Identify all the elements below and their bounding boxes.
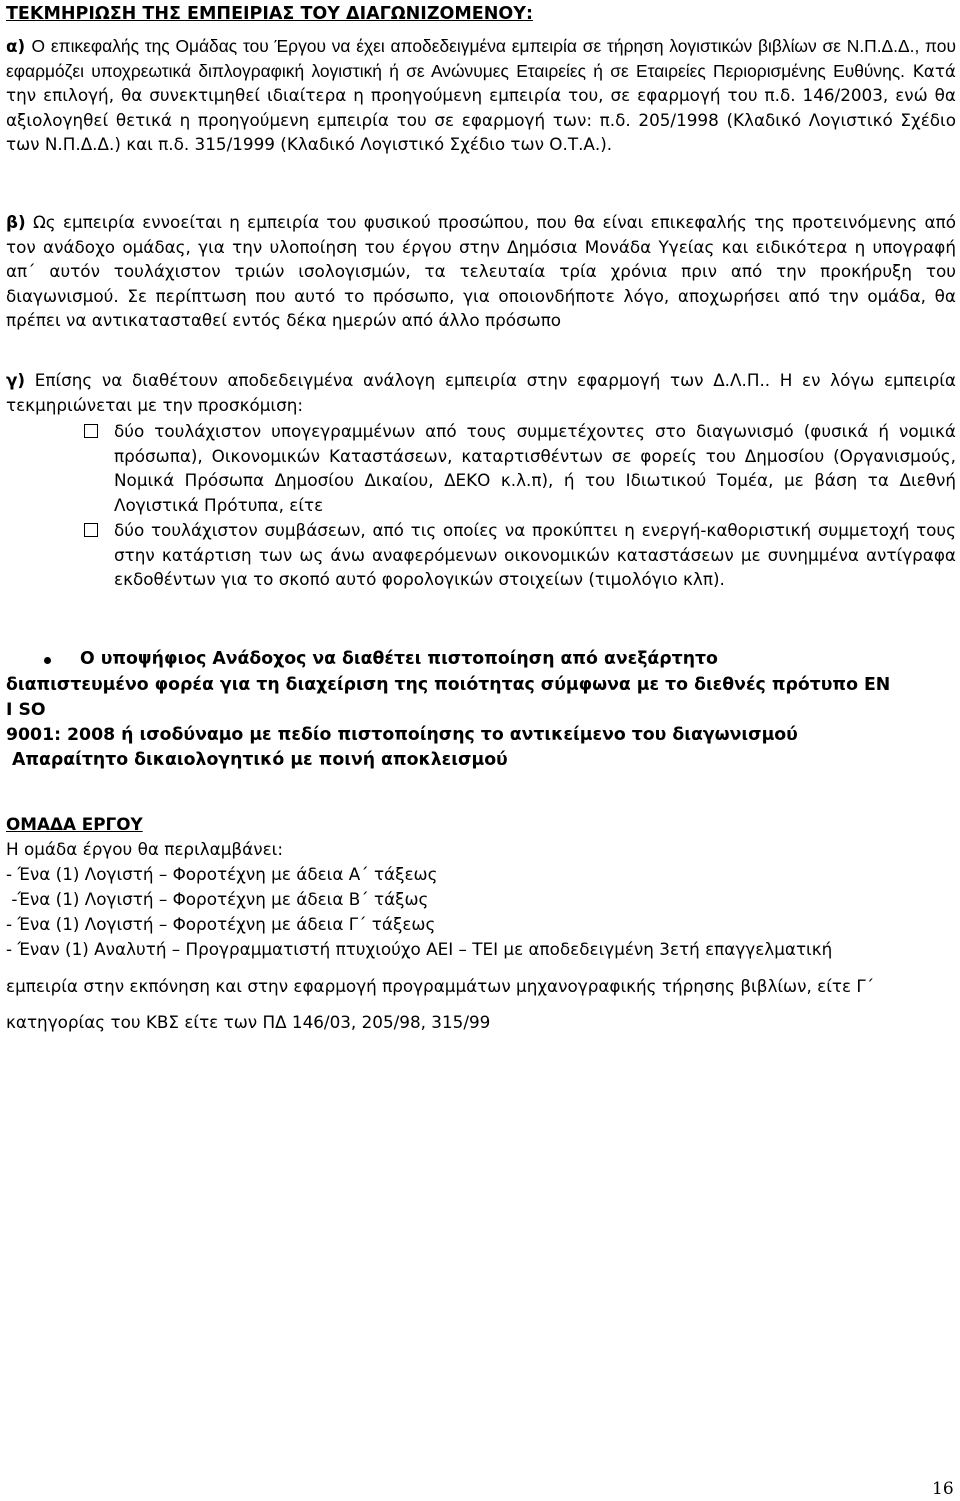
- certification-line-3: I SO: [6, 700, 46, 720]
- paragraph-c-text: Επίσης να διαθέτουν αποδεδειγμένα ανάλογη εμπειρία στην εφαρμογή των Δ.Λ.Π.. Η εν λόγω εμπειρία τεκμηριώνεται με την προσκόμιση:: [6, 370, 956, 415]
- team-member-4: - Έναν (1) Αναλυτή – Προγραμματιστή πτυχιούχο ΑΕΙ – ΤΕΙ με αποδεδειγμένη 3ετή επαγγελματική: [6, 939, 833, 959]
- checklist-item-2: [84, 518, 956, 592]
- team-member-1: - Ένα (1) Λογιστή – Φοροτέχνη με άδεια Α΄ τάξεως: [6, 864, 438, 884]
- certification-requirement: Απαραίτητο δικαιολογητικό με ποινή αποκλεισμού: [12, 750, 508, 770]
- checklist-item-1: [84, 419, 956, 517]
- team-member-3: - Ένα (1) Λογιστή – Φοροτέχνη με άδεια Γ΄ τάξεως: [6, 914, 436, 934]
- paragraph-b-text: Ως εμπειρία εννοείται η εμπειρία του φυσικού προσώπου, που θα είναι επικεφαλής της προτεινόμενης από τον ανάδοχο ομάδας, για την υλοποίηση του έργου στην Δημόσια Μονάδα Υγείας και ειδικότερα η υπογραφή απ΄ αυτόν τουλάχιστον τριών ισολογισμών, τα τελευταία τρία χρόνια πριν από την προκήρυξη του διαγωνισμού. Σε περίπτωση που αυτό το πρόσωπο, για οποιονδήποτε λόγο, αποχωρήσει από την ομάδα, θα πρέπει να αντικατασταθεί εντός δέκα ημερών από άλλο πρόσωπο: [6, 212, 956, 331]
- paragraph-c-marker: γ): [6, 370, 26, 390]
- paragraph-b: [6, 210, 956, 333]
- team-member-4-continuation-2: κατηγορίας του ΚΒΣ είτε των ΠΔ 146/03, 205/98, 315/99: [6, 1012, 491, 1032]
- checkbox-icon: [84, 424, 98, 438]
- paragraph-c: [6, 368, 956, 417]
- page-number: 16: [932, 1479, 954, 1499]
- paragraph-b-marker: β): [6, 212, 26, 232]
- team-intro: Η ομάδα έργου θα περιλαμβάνει:: [6, 839, 283, 859]
- team-member-4-continuation: εμπειρία στην εκπόνηση και στην εφαρμογή προγραμμάτων μηχανογραφικής τήρησης βιβλίων, είτε Γ΄: [6, 976, 875, 996]
- team-member-2: -Ένα (1) Λογιστή – Φοροτέχνη με άδεια Β΄ τάξως: [6, 889, 429, 909]
- paragraph-a-text-1: Ο επικεφαλής της Ομάδας του Έργου να έχει αποδεδειγμένα εμπειρία σε τήρηση λογιστικών βιβλίων σε Ν.Π.Δ.Δ., που εφαρμόζει υποχρεωτικά διπλογραφική λογιστική ή σε Ανώνυμες Εταιρείες ή σε Εταιρείες Περιορισμένης Ευθύνης.: [6, 36, 956, 81]
- paragraph-a-text-2: Κατά την επιλογή, θα συνεκτιμηθεί ιδιαίτερα η προηγούμενη εμπειρία του, σε εφαρμογή του π.δ. 146/2003, ενώ θα αξιολογηθεί θετικά η προηγούμενη εμπειρία του σε εφαρμογή των: π.δ. 205/1998 (Κλαδικό Λογιστικό Σχέδιο των Ν.Π.Δ.Δ.) και π.δ. 315/1999 (Κλαδικό Λογιστικό Σχέδιο των Ο.Τ.Α.).: [6, 60, 956, 155]
- certification-line-2: διαπιστευμένο φορέα για τη διαχείριση της ποιότητας σύμφωνα με το διεθνές πρότυπο ΕΝ: [6, 675, 891, 695]
- paragraph-a-marker: α): [6, 36, 26, 56]
- bullet-dot-icon: [44, 657, 51, 664]
- checklist-item-text: δύο τουλάχιστον συμβάσεων, από τις οποίες να προκύπτει η ενεργή-καθοριστική συμμετοχή τους στην κατάρτιση των ως άνω αναφερόμενων οικονομικών καταστάσεων με συνημμένα αντίγραφα εκδοθέντων για το σκοπό αυτό φορολογικών στοιχείων (τιμολόγιο κλπ).: [114, 520, 956, 590]
- paragraph-a: [6, 34, 956, 157]
- certification-line-1: Ο υποψήφιος Ανάδοχος να διαθέτει πιστοποίηση από ανεξάρτητο: [80, 649, 718, 669]
- checkbox-icon: [84, 523, 98, 537]
- section-heading: ΤΕΚΜΗΡΙΩΣΗ ΤΗΣ ΕΜΠΕΙΡΙΑΣ ΤΟΥ ΔΙΑΓΩΝΙΖΟΜΕΝΟΥ:: [6, 4, 533, 24]
- checklist-item-text: δύο τουλάχιστον υπογεγραμμένων από τους συμμετέχοντες στο διαγωνισμό (φυσικά ή νομικά πρόσωπα), Οικονομικών Καταστάσεων, καταρτισθέντων σε φορείς του Δημοσίου (Οργανισμούς, Νομικά Πρόσωπα Δημοσίου Δικαίου, ΔΕΚΟ κ.λ.π), ή του Ιδιωτικού Τομέα, με βάση τα Διεθνή Λογιστικά Πρότυπα, είτε: [114, 421, 956, 515]
- certification-line-4: 9001: 2008 ή ισοδύναμο με πεδίο πιστοποίησης το αντικείμενο του διαγωνισμού: [6, 725, 798, 745]
- team-heading: ΟΜΑΔΑ ΕΡΓΟΥ: [6, 814, 143, 834]
